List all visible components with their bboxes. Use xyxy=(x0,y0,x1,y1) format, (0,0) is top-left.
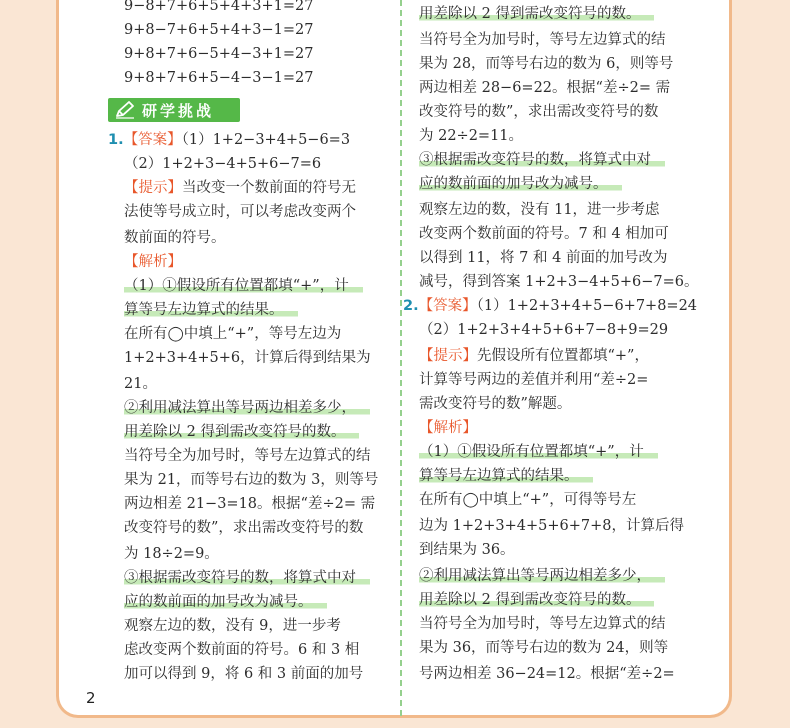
section-header xyxy=(108,98,240,122)
step-text: （1）①假设所有位置都填“+”，计 xyxy=(419,444,658,460)
paragraph-line: 当符号全为加号时，等号左边算式的结 xyxy=(419,32,666,48)
paragraph-line: 边为 1+2+3+4+5+6+7+8，计算后得 xyxy=(419,518,684,534)
answer-text: （1）1+2−3+4+5−6=3 xyxy=(181,132,351,148)
section-title: 研学挑战 xyxy=(142,101,215,120)
paragraph-line: 在所有◯中填上“+”，等号左边为 xyxy=(124,326,342,342)
paragraph-line: 两边相差 21−3=18。根据“差÷2= 需 xyxy=(124,496,376,512)
step-text: 用差除以 2 得到需改变符号的数。 xyxy=(419,6,654,22)
step-text: （1）①假设所有位置都填“+”，计 xyxy=(124,278,363,294)
paragraph-line: 当符号全为加号时，等号左边算式的结 xyxy=(419,616,666,632)
step-text: 应的数前面的加号改为减号。 xyxy=(124,594,327,610)
answer-text: （1）1+2+3+4+5−6+7+8=24 xyxy=(476,298,698,314)
step-text: 算等号左边算式的结果。 xyxy=(124,302,298,318)
hint-tag: 【提示】 xyxy=(419,348,477,364)
paragraph-line: 21。 xyxy=(124,376,157,392)
question-1-answer xyxy=(108,130,350,150)
column-divider xyxy=(400,0,402,716)
pencil-icon xyxy=(114,101,136,119)
step-text: 算等号左边算式的结果。 xyxy=(419,468,593,484)
step-highlight xyxy=(419,4,654,24)
hint-line xyxy=(124,178,356,198)
paragraph-line: 加可以得到 9，将 6 和 3 前面的加号 xyxy=(124,666,364,682)
answer-text: （2）1+2+3−4+5+6−7=6 xyxy=(124,156,322,172)
paragraph-line: 改变符号的数”，求出需改变符号的数 xyxy=(419,104,659,120)
analysis-tag: 【解析】 xyxy=(124,254,182,270)
step-highlight xyxy=(419,442,658,462)
paragraph-line: 号两边相差 36−24=12。根据“差÷2= xyxy=(419,666,675,682)
step-text: ②利用减法算出等号两边相差多少， xyxy=(124,400,370,416)
question-number: 2. xyxy=(403,298,419,314)
page-number: 2 xyxy=(86,689,96,707)
hint-text: 当改变一个数前面的符号无 xyxy=(182,180,356,196)
step-highlight xyxy=(124,300,298,320)
step-highlight xyxy=(124,592,327,612)
paragraph-line: 1+2+3+4+5+6，计算后得到结果为 xyxy=(124,350,371,366)
paragraph-line: 减号，得到答案 1+2+3−4+5+6−7=6。 xyxy=(419,274,699,290)
hint-tag: 【提示】 xyxy=(124,180,182,196)
answer-tag: 【答案】 xyxy=(123,132,182,148)
hint-text: 计算等号两边的差值并利用“差÷2= xyxy=(419,372,649,388)
paragraph-line: 改变两个数前面的符号。7 和 4 相加可 xyxy=(419,226,669,242)
question-number: 1. xyxy=(108,132,124,148)
paragraph-line: 在所有◯中填上“+”，可得等号左 xyxy=(419,492,637,508)
step-highlight xyxy=(419,566,665,586)
step-highlight xyxy=(124,422,359,442)
paragraph-line: 虑改变两个数前面的符号。6 和 3 相 xyxy=(124,642,360,658)
paragraph-line: 到结果为 36。 xyxy=(419,542,515,558)
paragraph-line: 观察左边的数，没有 9，进一步考 xyxy=(124,618,341,634)
step-text: ③根据需改变符号的数，将算式中对 xyxy=(419,152,665,168)
hint-text: 需改变符号的数”解题。 xyxy=(419,396,572,412)
hint-text: 数前面的符号。 xyxy=(124,230,226,246)
hint-text: 法使等号成立时，可以考虑改变两个 xyxy=(124,204,356,220)
paragraph-line: 果为 28，而等号右边的数为 6，则等号 xyxy=(419,56,674,72)
equation-line: 9+8+7+6+5−4−3−1=27 xyxy=(124,70,314,86)
question-2-answer xyxy=(403,296,697,316)
step-highlight xyxy=(419,174,622,194)
hint-text: 先假设所有位置都填“+”， xyxy=(477,348,649,364)
hint-line xyxy=(419,346,649,366)
step-highlight xyxy=(419,150,665,170)
equation-line: 9+8+7+6−5+4−3+1=27 xyxy=(124,46,314,62)
paragraph-line: 改变符号的数”，求出需改变符号的数 xyxy=(124,520,364,536)
step-text: 用差除以 2 得到需改变符号的数。 xyxy=(419,592,654,608)
paragraph-line: 观察左边的数，没有 11，进一步考虑 xyxy=(419,202,660,218)
paragraph-line: 为 22÷2=11。 xyxy=(419,128,524,144)
answer-text: （2）1+2+3+4+5+6+7−8+9=29 xyxy=(419,322,669,338)
step-text: 用差除以 2 得到需改变符号的数。 xyxy=(124,424,359,440)
step-text: ③根据需改变符号的数，将算式中对 xyxy=(124,570,370,586)
paragraph-line: 果为 36，而等号右边的数为 24，则等 xyxy=(419,640,669,656)
paragraph-line: 当符号全为加号时，等号左边算式的结 xyxy=(124,448,371,464)
equation-line: 9−8+7+6+5+4+3+1=27 xyxy=(124,0,314,14)
analysis-tag: 【解析】 xyxy=(419,420,477,436)
answer-tag: 【答案】 xyxy=(418,298,477,314)
paragraph-line: 两边相差 28−6=22。根据“差÷2= 需 xyxy=(419,80,671,96)
paragraph-line: 果为 21，而等号右边的数为 3，则等号 xyxy=(124,472,379,488)
step-highlight xyxy=(124,568,370,588)
paragraph-line: 以得到 11，将 7 和 4 前面的加号改为 xyxy=(419,250,668,266)
step-highlight xyxy=(124,276,363,296)
step-highlight xyxy=(419,590,654,610)
step-highlight xyxy=(124,398,370,418)
equation-line: 9+8−7+6+5+4+3−1=27 xyxy=(124,22,314,38)
step-text: ②利用减法算出等号两边相差多少， xyxy=(419,568,665,584)
paragraph-line: 为 18÷2=9。 xyxy=(124,546,219,562)
step-text: 应的数前面的加号改为减号。 xyxy=(419,176,622,192)
step-highlight xyxy=(419,466,593,486)
